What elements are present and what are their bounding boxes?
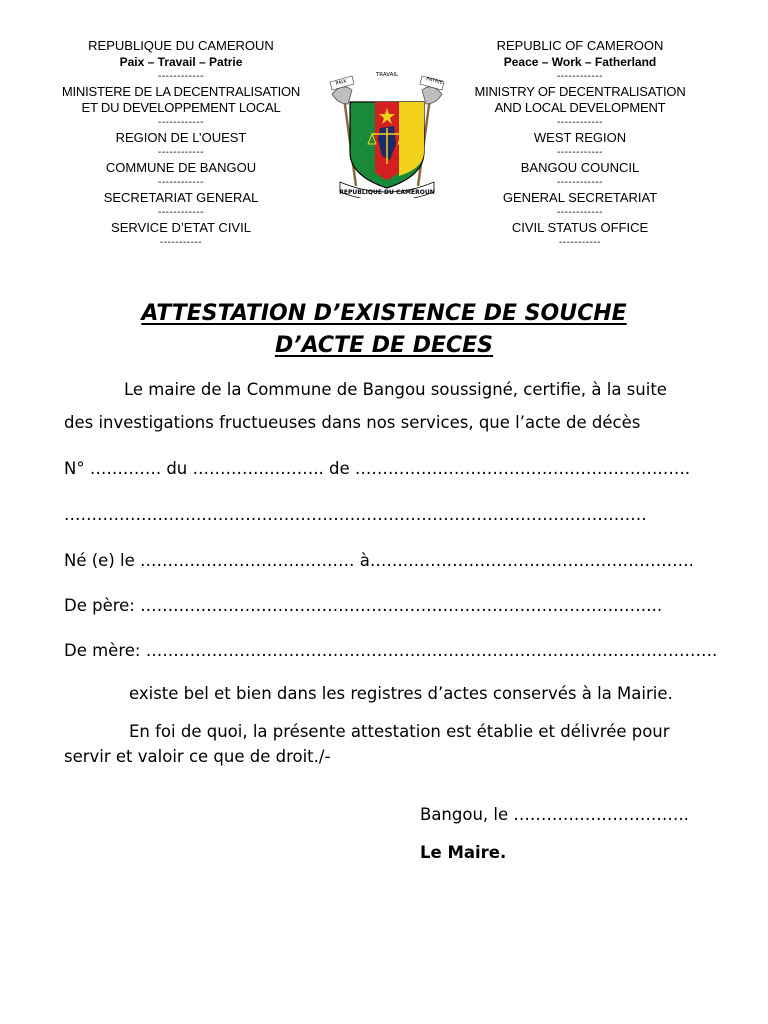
birth-field-line: Né (e) le ………………………………… à…….……………………………………………. [64, 551, 694, 570]
separator: ------------ [158, 207, 204, 218]
motto-en: Peace – Work – Fatherland [503, 55, 657, 69]
commune-fr: COMMUNE DE BANGOU [105, 160, 257, 175]
republic-fr: REPUBLIQUE DU CAMEROUN [88, 38, 274, 53]
banner-left-text: PAIX [335, 78, 348, 87]
foi-line1: En foi de quoi, la présente attestation est établie et délivrée pour [129, 722, 670, 741]
continuation-field-line: …………………….……………………………………………………………………… [64, 505, 647, 524]
separator: ------------ [557, 71, 603, 82]
separator: ------------ [158, 117, 204, 128]
mother-field-line: De mère: …………………………………………………………………….……………………. [64, 641, 718, 660]
council-en: BANGOU COUNCIL [520, 160, 640, 175]
ministry-fr-line1: MINISTERE DE LA DECENTRALISATION [61, 84, 301, 99]
title-line1: ATTESTATION D’EXISTENCE DE SOUCHE [141, 301, 627, 326]
ribbon-text: REPUBLIQUE DU CAMEROUN [339, 189, 435, 196]
intro-line2: des investigations fructueuses dans nos services, que l’acte de décès [64, 413, 641, 432]
ministry-en-line1: MINISTRY OF DECENTRALISATION [474, 84, 686, 99]
existence-statement: existe bel et bien dans les registres d’actes conservés à la Mairie. [129, 684, 673, 703]
document-title [0, 298, 768, 362]
separator: ------------ [557, 177, 603, 188]
ministry-en-line2: AND LOCAL DEVELOPMENT [494, 100, 666, 115]
signatory-title: Le Maire. [420, 843, 507, 862]
office-en: CIVIL STATUS OFFICE [511, 220, 649, 235]
region-en: WEST REGION [533, 130, 627, 145]
separator: ------------ [557, 147, 603, 158]
coat-of-arms-emblem [322, 68, 452, 198]
separator: ----------- [159, 237, 203, 248]
shield-icon [350, 102, 424, 188]
foi-line2: servir et valoir ce que de droit./- [64, 747, 331, 766]
title-line2: D’ACTE DE DECES [274, 333, 494, 358]
separator: ------------ [158, 177, 204, 188]
secretariat-fr: SECRETARIAT GENERAL [103, 190, 259, 205]
header-left [46, 38, 316, 250]
numero-field-line: N° …………. du ………….……….. de ……………………………………………………. [64, 459, 691, 478]
separator: ------------ [557, 207, 603, 218]
republic-en: REPUBLIC OF CAMEROON [496, 38, 664, 53]
motto-fr: Paix – Travail – Patrie [119, 55, 243, 69]
secretariat-en: GENERAL SECRETARIAT [502, 190, 658, 205]
header-right [446, 38, 714, 250]
date-place-line: Bangou, le ………………………….. [420, 805, 689, 824]
region-fr: REGION DE L’OUEST [115, 130, 247, 145]
separator: ------------ [158, 147, 204, 158]
separator: ------------ [158, 71, 204, 82]
banner-center-text: TRAVAIL [375, 72, 399, 78]
banner-right-text: PATRIE [425, 76, 444, 87]
intro-line1: Le maire de la Commune de Bangou soussigné, certifie, à la suite [124, 380, 667, 399]
separator: ------------ [557, 117, 603, 128]
service-fr: SERVICE D’ETAT CIVIL [111, 220, 251, 235]
father-field-line: De père: ………………………………………………………………………………….. [64, 596, 663, 615]
separator: ----------- [558, 237, 602, 248]
ministry-fr-line2: ET DU DEVELOPPEMENT LOCAL [81, 100, 281, 115]
